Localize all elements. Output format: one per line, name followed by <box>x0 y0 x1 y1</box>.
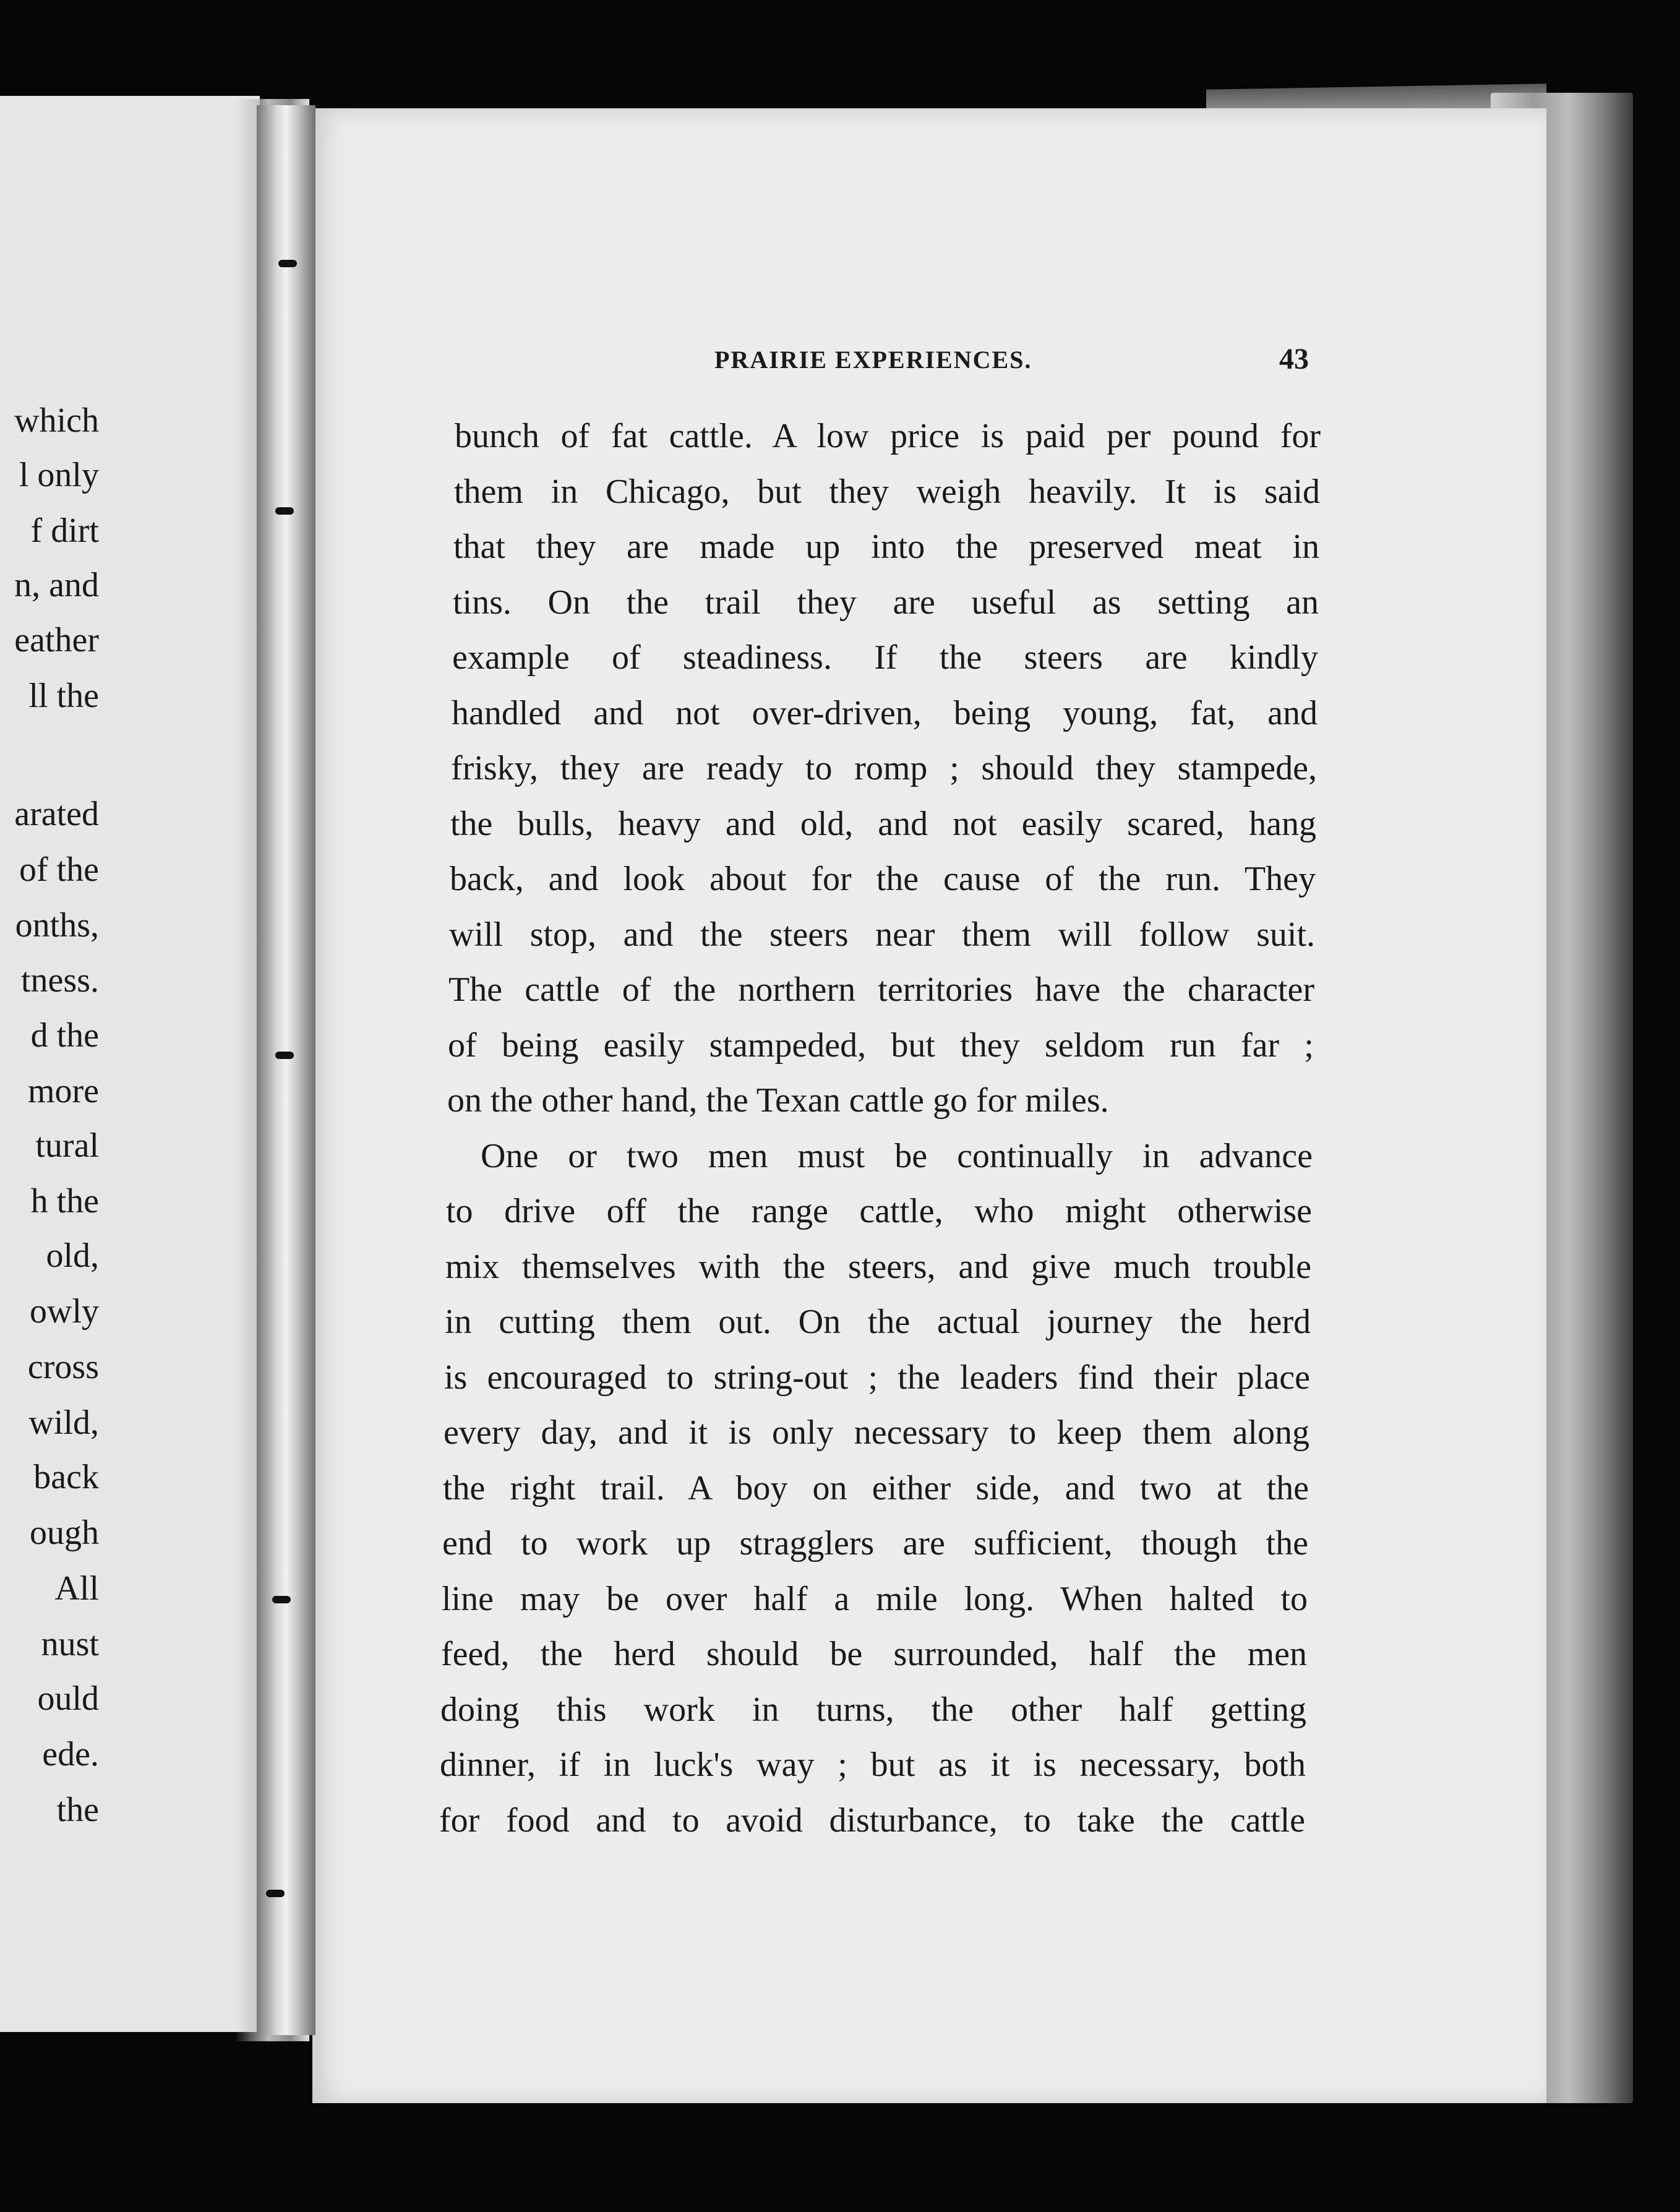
body-text-line: on the other hand, the Texan cattle go for miles. <box>447 1081 1109 1120</box>
left-page-line-fragment: wild, <box>28 1404 99 1442</box>
left-page-line-fragment: ould <box>37 1679 99 1718</box>
body-text-line: frisky, they are ready to romp ; should they stampede, <box>451 749 1317 787</box>
body-text-line: bunch of fat cattle. A low price is paid per pound for <box>455 417 1321 455</box>
body-text-line: for food and to avoid disturbance, to take the cattle <box>439 1801 1305 1840</box>
body-text-line: example of steadiness. If the steers are kindly <box>452 638 1318 677</box>
left-page-line-fragment: ede. <box>42 1735 99 1773</box>
left-page-line-fragment: All <box>54 1569 99 1608</box>
left-page-line-fragment: old, <box>46 1237 99 1275</box>
stitch-mark <box>278 260 297 267</box>
body-text-line: will stop, and the steers near them will follow suit. <box>449 915 1315 954</box>
body-text-line: dinner, if in luck's way ; but as it is necessary, both <box>440 1746 1306 1784</box>
body-text-line: is encouraged to string-out ; the leaders find their place <box>444 1358 1310 1397</box>
stitch-mark <box>272 1596 291 1603</box>
left-page-line-fragment: of the <box>19 851 99 889</box>
body-text-line: mix themselves with the steers, and give much trouble <box>445 1248 1311 1286</box>
body-text-line: to drive off the range cattle, who might otherwise <box>446 1192 1312 1230</box>
left-page-line-fragment: f dirt <box>30 512 99 550</box>
left-page-line-fragment: owly <box>30 1292 99 1331</box>
body-text-line: handled and not over-driven, being young, fat, and <box>452 694 1318 732</box>
body-text-line: of being easily stampeded, but they seldom run far ; <box>448 1026 1314 1065</box>
left-page-line-fragment: arated <box>14 795 99 833</box>
left-page-line-fragment: the <box>56 1791 99 1829</box>
left-page-line-fragment: n, and <box>14 566 99 604</box>
body-text-line: doing this work in turns, the other half getting <box>440 1691 1306 1729</box>
left-page-line-fragment: nust <box>41 1625 99 1663</box>
body-text-line: that they are made up into the preserved meat in <box>453 528 1319 566</box>
left-page-line-fragment: l only <box>19 456 99 494</box>
body-text-line: tins. On the trail they are useful as setting an <box>453 583 1319 622</box>
stitch-mark <box>275 1052 294 1059</box>
left-page-line-fragment: back <box>33 1458 99 1496</box>
left-page-line-fragment: d the <box>30 1016 99 1055</box>
body-text-line: the right trail. A boy on either side, and two at the <box>443 1469 1309 1507</box>
body-text-line: the bulls, heavy and old, and not easily scared, hang <box>450 805 1316 843</box>
body-text-line: them in Chicago, but they weigh heavily. It is said <box>454 473 1320 511</box>
body-text-line: in cutting them out. On the actual journey the herd <box>445 1303 1311 1341</box>
book-gutter <box>257 105 315 2035</box>
left-page <box>0 96 260 2032</box>
body-text-line: feed, the herd should be surrounded, half the men <box>441 1635 1307 1673</box>
page-number: 43 <box>1279 343 1309 375</box>
left-page-line-fragment: tural <box>35 1126 99 1165</box>
body-text-line: every day, and it is only necessary to keep them along <box>444 1413 1309 1452</box>
body-text-line: back, and look about for the cause of the run. They <box>450 860 1316 898</box>
stitch-mark <box>266 1890 285 1897</box>
left-page-line-fragment: ll the <box>28 677 99 715</box>
left-page-line-fragment: onths, <box>15 906 99 945</box>
left-page-line-fragment: ough <box>30 1514 99 1552</box>
body-text-line: end to work up stragglers are sufficient, though the <box>442 1524 1308 1563</box>
running-head: PRAIRIE EXPERIENCES. <box>714 346 1032 374</box>
body-text-line: line may be over half a mile long. When halted to <box>442 1580 1308 1618</box>
left-page-line-fragment: cross <box>27 1348 99 1386</box>
stitch-mark <box>275 507 294 515</box>
left-page-line-fragment: h the <box>30 1182 99 1220</box>
left-page-line-fragment: which <box>14 401 99 440</box>
body-text-line: The cattle of the northern territories have the character <box>448 971 1314 1009</box>
left-page-line-fragment: eather <box>14 621 99 659</box>
body-text-line: One or two men must be continually in advance <box>481 1137 1313 1175</box>
left-page-line-fragment: tness. <box>21 961 99 1000</box>
left-page-line-fragment: more <box>27 1072 99 1110</box>
